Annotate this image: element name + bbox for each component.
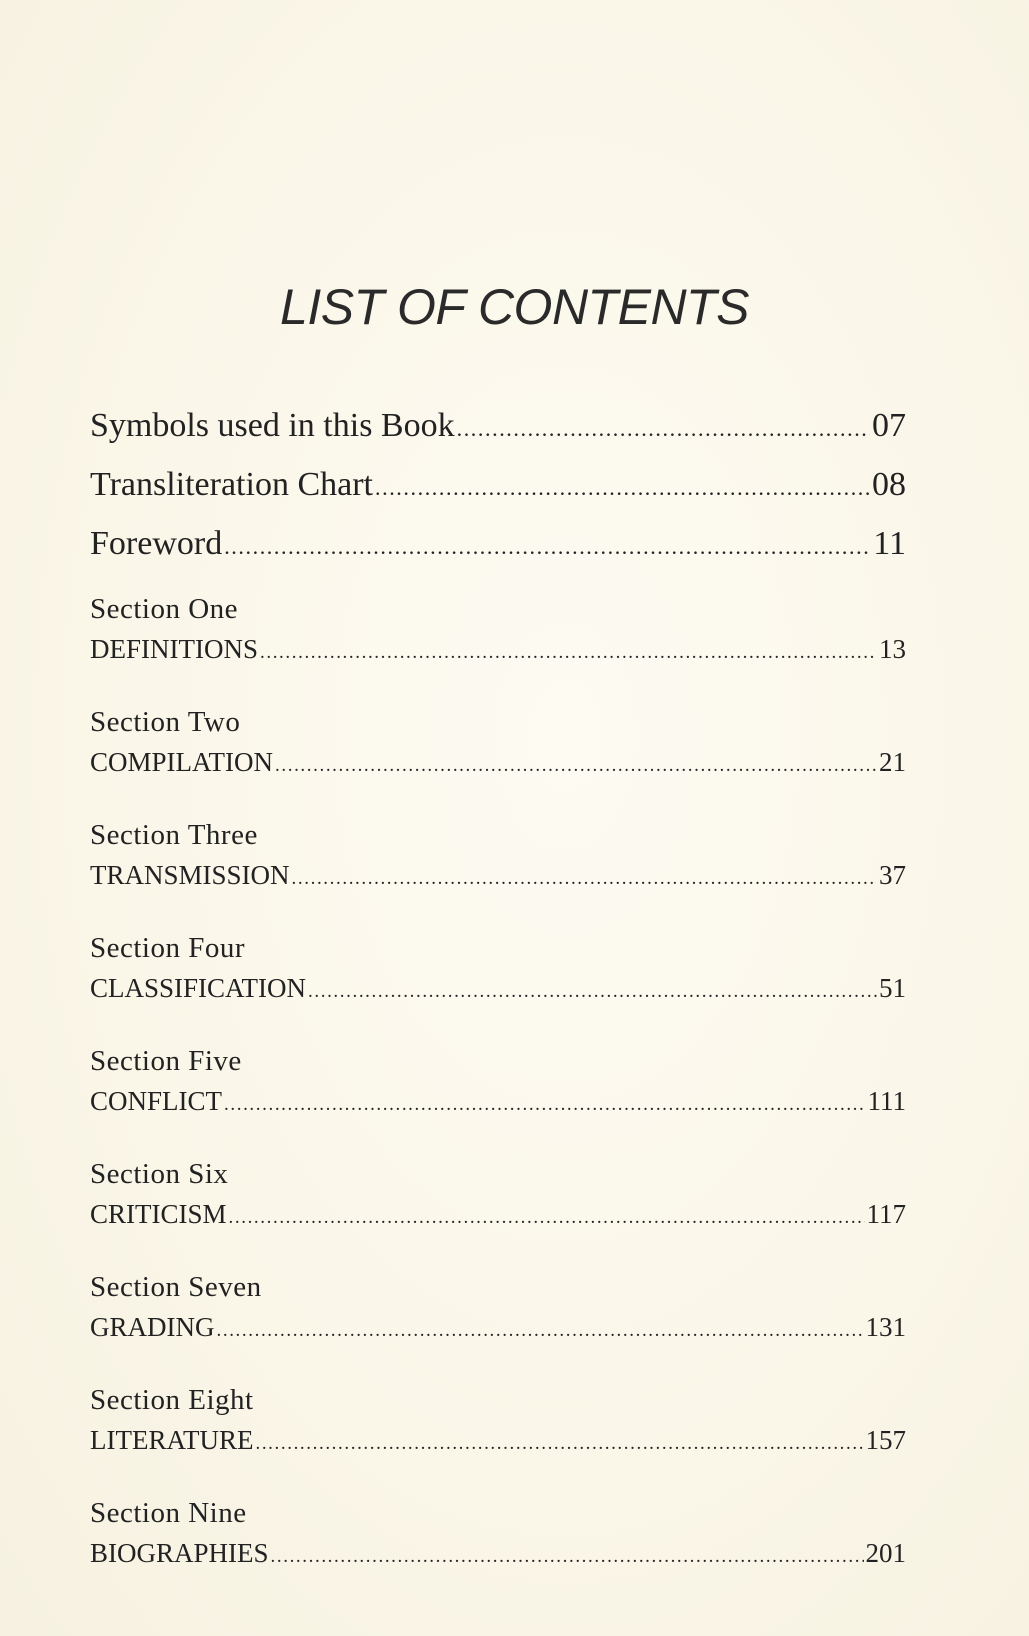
toc-entry-label: GRADING	[90, 1312, 215, 1342]
toc-section-five	[90, 1041, 906, 1125]
section-heading: Section Six	[90, 1158, 229, 1190]
toc-page-number: 111	[867, 1086, 906, 1116]
dot-leader	[224, 519, 871, 575]
section-heading: Section Five	[90, 1045, 242, 1077]
toc-entry	[90, 855, 906, 899]
toc-section-nine	[90, 1493, 906, 1577]
dot-leader	[457, 401, 870, 457]
toc-entry-label: CRITICISM	[90, 1199, 227, 1229]
toc-section-two	[90, 702, 906, 786]
toc-entry	[90, 1420, 906, 1464]
toc-section-one	[90, 589, 906, 673]
page-title: LIST OF CONTENTS	[280, 279, 749, 335]
toc-section-eight	[90, 1380, 906, 1464]
toc-entry	[90, 1194, 906, 1238]
dot-leader	[375, 460, 870, 516]
dot-leader	[229, 1198, 865, 1238]
dot-leader	[271, 1537, 864, 1577]
toc-page-number: 13	[879, 634, 906, 664]
toc-entry	[90, 968, 906, 1012]
dot-leader	[217, 1311, 864, 1351]
toc-entry-label: Symbols used in this Book	[90, 407, 455, 444]
toc-entry-label: BIOGRAPHIES	[90, 1538, 269, 1568]
section-heading: Section Four	[90, 932, 246, 964]
toc-page-number: 37	[879, 860, 906, 890]
section-heading: Section Seven	[90, 1271, 262, 1303]
table-of-contents	[90, 398, 906, 1577]
toc-entry-label: CLASSIFICATION	[90, 973, 307, 1003]
toc-entry	[90, 742, 906, 786]
section-heading: Section Eight	[90, 1384, 254, 1416]
toc-entry	[90, 1081, 906, 1125]
toc-entry-label: LITERATURE	[90, 1425, 254, 1455]
toc-section-four	[90, 928, 906, 1012]
dot-leader	[224, 1085, 865, 1125]
toc-entry-foreword	[90, 516, 906, 575]
toc-entry-label: Foreword	[90, 525, 223, 562]
toc-page-number: 157	[865, 1425, 906, 1455]
toc-page-number: 07	[872, 407, 906, 444]
toc-page-number: 08	[872, 466, 906, 503]
toc-entry	[90, 1533, 906, 1577]
section-heading: Section One	[90, 593, 239, 625]
toc-page-number: 11	[873, 525, 906, 562]
toc-page-number: 117	[866, 1199, 906, 1229]
toc-entry	[90, 1307, 906, 1351]
toc-section-six	[90, 1154, 906, 1238]
toc-page-number: 21	[879, 747, 906, 777]
dot-leader	[308, 972, 877, 1012]
section-heading: Section Nine	[90, 1497, 247, 1529]
toc-entry-label: TRANSMISSION	[90, 860, 290, 890]
toc-entry	[90, 629, 906, 673]
dot-leader	[275, 746, 877, 786]
toc-page-number: 201	[865, 1538, 906, 1568]
dot-leader	[292, 859, 877, 899]
toc-section-seven	[90, 1267, 906, 1351]
section-heading: Section Two	[90, 706, 241, 738]
dot-leader	[255, 1424, 863, 1464]
toc-entry-label: Transliteration Chart	[90, 466, 373, 503]
toc-entry-label: COMPILATION	[90, 747, 274, 777]
toc-section-three	[90, 815, 906, 899]
dot-leader	[260, 633, 877, 673]
toc-entry-transliteration	[90, 457, 906, 516]
toc-entry-label: CONFLICT	[90, 1086, 223, 1116]
toc-page-number: 51	[879, 973, 906, 1003]
toc-entry-label: DEFINITIONS	[90, 634, 258, 664]
section-heading: Section Three	[90, 819, 258, 851]
toc-entry-symbols	[90, 398, 906, 457]
toc-page-number: 131	[865, 1312, 906, 1342]
